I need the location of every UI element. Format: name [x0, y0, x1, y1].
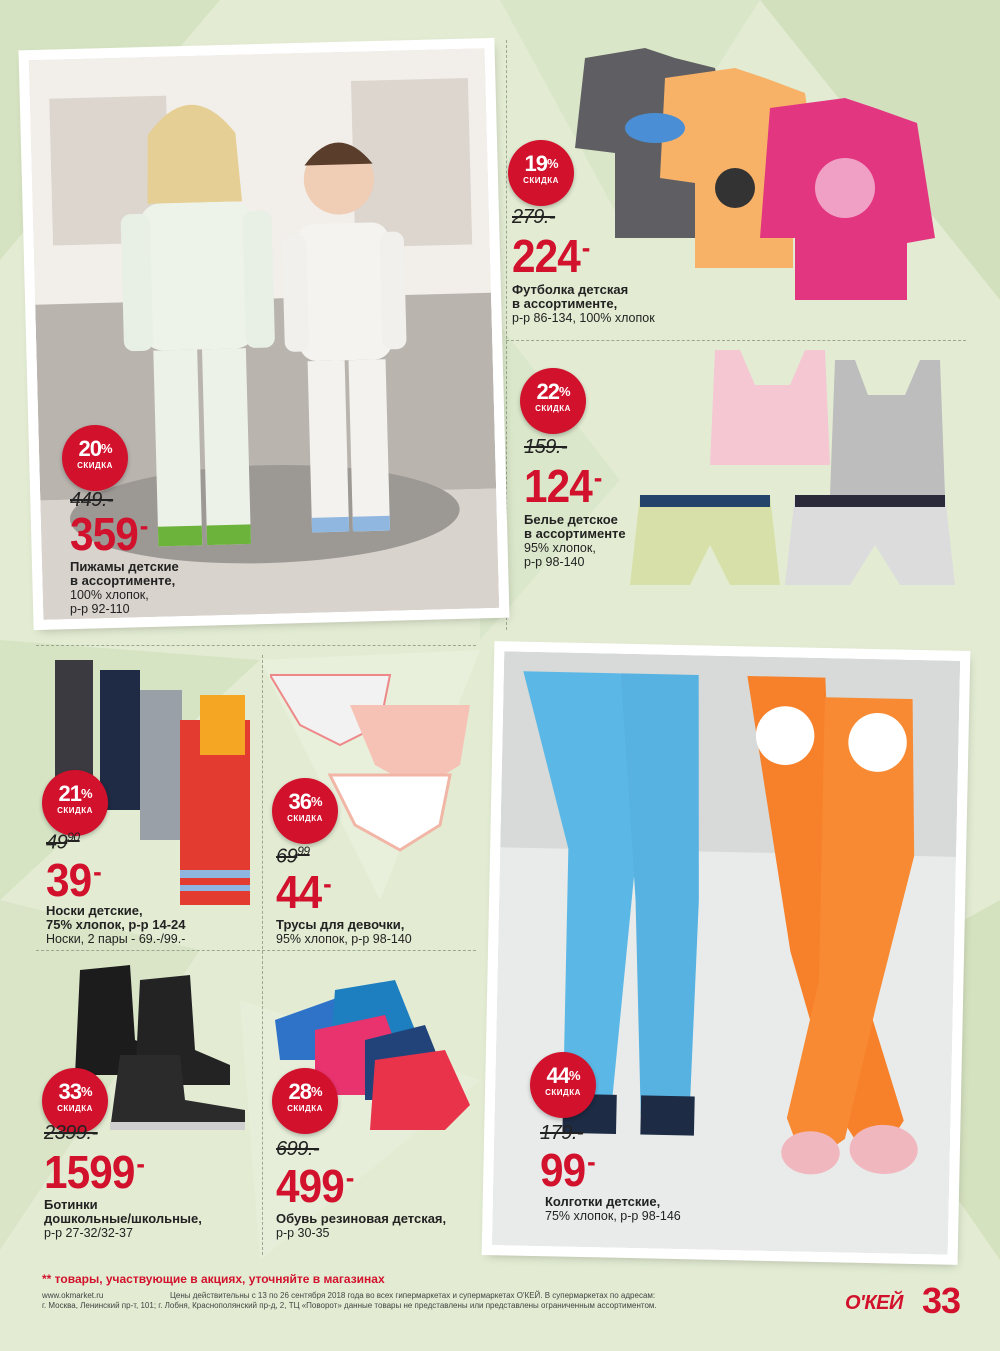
socks-discount-badge: 21% СКИДКА	[42, 770, 108, 836]
footer-url[interactable]: www.okmarket.ru	[42, 1291, 104, 1300]
rubber-new-price: 499-	[276, 1160, 354, 1212]
tshirt-old-price: 279.-	[512, 206, 556, 228]
pajamas-description: Пижамы детские в ассортименте, 100% хлопок, р-р 92-110	[70, 559, 179, 616]
boots-discount-badge: 33% СКИДКА	[42, 1068, 108, 1134]
divider	[506, 40, 507, 630]
underwear-new-price: 124-	[524, 460, 602, 512]
divider	[506, 340, 966, 341]
briefs-old-price: $69^{99}$	[276, 844, 310, 868]
divider	[36, 950, 476, 951]
tights-description: Колготки детские, 75% хлопок, р-р 98-146	[545, 1194, 681, 1223]
tshirt-description: Футболка детская в ассортименте, р-р 86-134, 100% хлопок	[512, 282, 655, 325]
briefs-new-price: 44-	[276, 866, 331, 918]
boots-old-price: 2399.-	[44, 1122, 98, 1144]
tshirt-new-price: 224-	[512, 230, 590, 282]
divider	[36, 645, 476, 646]
tights-discount-badge: 44% СКИДКА	[530, 1052, 596, 1118]
pajamas-new-price: 359-	[70, 508, 148, 560]
tshirt-discount-badge: 19% СКИДКА	[508, 140, 574, 206]
rubber-description: Обувь резиновая детская, р-р 30-35	[276, 1211, 447, 1240]
footer-legal: Цены действительны с 13 по 26 сентября 2018 года во всех гипермаркетах и супермаркетах О'КЕЙ. В супермаркетах по адресам:	[170, 1291, 656, 1300]
briefs-discount-badge: 36% СКИДКА	[272, 778, 338, 844]
underwear-description: Белье детское в ассортименте 95% хлопок, р-р 98-140	[524, 512, 626, 569]
underwear-photo	[620, 345, 965, 595]
tshirt-illustration	[555, 38, 970, 300]
tights-new-price: 99-	[540, 1144, 595, 1196]
socks-description: Носки детские, 75% хлопок, р-р 14-24 Носки, 2 пары - 69.-/99.-	[46, 903, 186, 946]
footer-legal-addresses: г. Москва, Ленинский пр-т, 101; г. Лобня, Краснополянский пр-д, 2, ТЦ «Поворот» данные товары не представлены или представлены ограниченным ассортиментом.	[42, 1301, 657, 1310]
tights-old-price: 179.-	[540, 1122, 584, 1144]
underwear-discount-badge: 22% СКИДКА	[520, 368, 586, 434]
pajamas-old-price: 449.-	[70, 489, 114, 511]
underwear-old-price: 159.-	[524, 436, 568, 458]
pajamas-discount-badge: 20% СКИДКА	[62, 425, 128, 491]
footer-note: ** товары, участвующие в акциях, уточняйте в магазинах	[42, 1272, 385, 1286]
underwear-illustration	[620, 345, 965, 595]
socks-new-price: 39-	[46, 854, 101, 906]
briefs-description: Трусы для девочки, 95% хлопок, р-р 98-140	[276, 917, 412, 946]
rubber-discount-badge: 28% СКИДКА	[272, 1068, 338, 1134]
okey-logo: О'КЕЙ	[845, 1292, 903, 1314]
socks-old-price: $49^{90}$	[46, 830, 80, 854]
divider	[262, 655, 263, 1255]
boots-new-price: 1599-	[44, 1146, 144, 1198]
page-number: 33	[922, 1280, 961, 1321]
rubber-old-price: 699.-	[276, 1138, 320, 1160]
boots-description: Ботинки дошкольные/школьные, р-р 27-32/32-37	[44, 1197, 202, 1240]
tshirt-photo	[555, 38, 970, 300]
